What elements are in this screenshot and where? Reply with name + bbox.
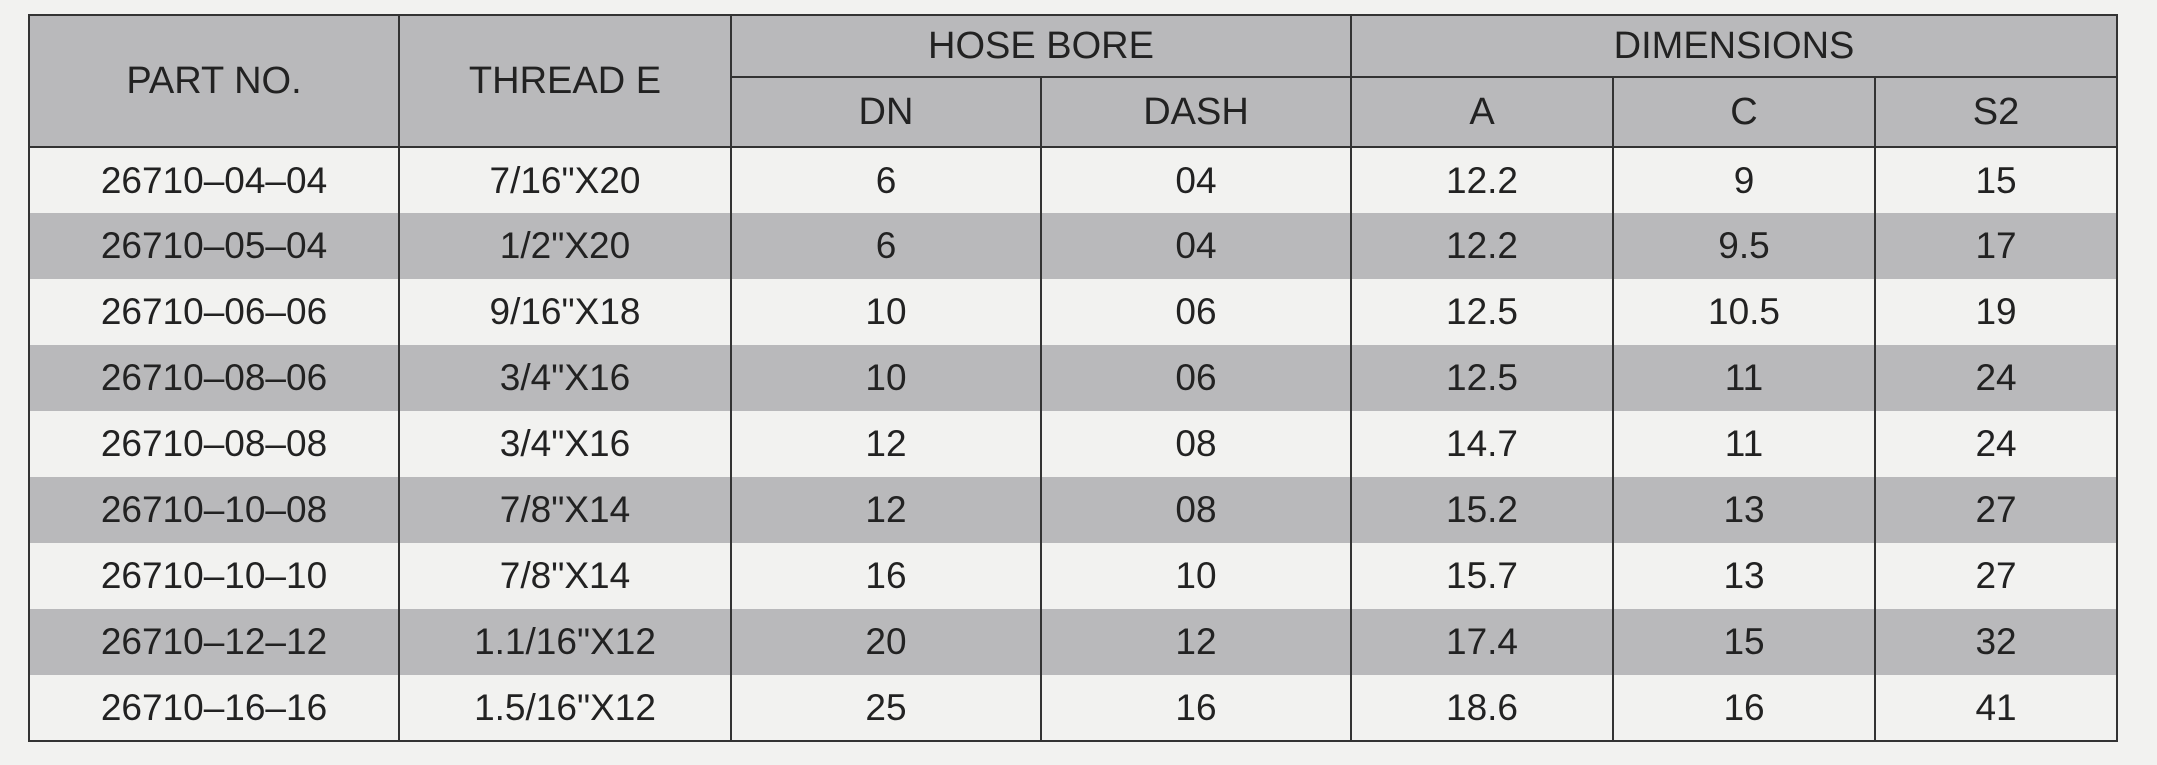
cell-dash: 04 (1041, 213, 1351, 279)
cell-s2: 19 (1875, 279, 2117, 345)
cell-part-no: 26710–05–04 (29, 213, 399, 279)
cell-s2: 27 (1875, 543, 2117, 609)
table-row (29, 213, 2117, 279)
cell-thread-e: 3/4"X16 (399, 345, 731, 411)
cell-dash: 16 (1041, 675, 1351, 741)
cell-s2: 27 (1875, 477, 2117, 543)
cell-thread-e: 1/2"X20 (399, 213, 731, 279)
cell-c: 13 (1613, 543, 1875, 609)
cell-dn: 25 (731, 675, 1041, 741)
cell-part-no: 26710–04–04 (29, 147, 399, 213)
header-a: A (1351, 77, 1613, 147)
cell-thread-e: 7/16"X20 (399, 147, 731, 213)
header-dn: DN (731, 77, 1041, 147)
cell-dash: 10 (1041, 543, 1351, 609)
cell-a: 15.2 (1351, 477, 1613, 543)
cell-c: 9.5 (1613, 213, 1875, 279)
header-hose-bore: HOSE BORE (731, 15, 1351, 77)
cell-thread-e: 1.1/16"X12 (399, 609, 731, 675)
cell-dn: 6 (731, 147, 1041, 213)
cell-a: 18.6 (1351, 675, 1613, 741)
fitting-spec-table (28, 14, 2118, 742)
cell-part-no: 26710–08–08 (29, 411, 399, 477)
cell-a: 12.2 (1351, 147, 1613, 213)
cell-dn: 20 (731, 609, 1041, 675)
header-dash: DASH (1041, 77, 1351, 147)
cell-c: 11 (1613, 345, 1875, 411)
cell-dn: 10 (731, 345, 1041, 411)
cell-dn: 6 (731, 213, 1041, 279)
cell-a: 15.7 (1351, 543, 1613, 609)
cell-dn: 16 (731, 543, 1041, 609)
table-row (29, 543, 2117, 609)
cell-thread-e: 9/16"X18 (399, 279, 731, 345)
table-row (29, 675, 2117, 741)
cell-dash: 08 (1041, 477, 1351, 543)
cell-s2: 15 (1875, 147, 2117, 213)
cell-a: 12.5 (1351, 345, 1613, 411)
cell-part-no: 26710–10–10 (29, 543, 399, 609)
cell-dash: 12 (1041, 609, 1351, 675)
cell-part-no: 26710–10–08 (29, 477, 399, 543)
cell-dash: 08 (1041, 411, 1351, 477)
cell-a: 12.2 (1351, 213, 1613, 279)
table-row (29, 279, 2117, 345)
cell-c: 10.5 (1613, 279, 1875, 345)
table-row (29, 477, 2117, 543)
cell-thread-e: 7/8"X14 (399, 477, 731, 543)
cell-thread-e: 7/8"X14 (399, 543, 731, 609)
cell-s2: 41 (1875, 675, 2117, 741)
header-thread-e: THREAD E (399, 15, 731, 147)
cell-dash: 06 (1041, 345, 1351, 411)
table-row (29, 411, 2117, 477)
table-row (29, 345, 2117, 411)
header-row-1 (29, 15, 2117, 77)
cell-a: 12.5 (1351, 279, 1613, 345)
cell-part-no: 26710–06–06 (29, 279, 399, 345)
header-s2: S2 (1875, 77, 2117, 147)
cell-c: 15 (1613, 609, 1875, 675)
cell-part-no: 26710–12–12 (29, 609, 399, 675)
cell-a: 14.7 (1351, 411, 1613, 477)
table-row (29, 609, 2117, 675)
cell-dash: 04 (1041, 147, 1351, 213)
cell-c: 11 (1613, 411, 1875, 477)
cell-part-no: 26710–16–16 (29, 675, 399, 741)
cell-dash: 06 (1041, 279, 1351, 345)
cell-thread-e: 1.5/16"X12 (399, 675, 731, 741)
table-row (29, 147, 2117, 213)
cell-dn: 12 (731, 411, 1041, 477)
cell-dn: 10 (731, 279, 1041, 345)
cell-s2: 17 (1875, 213, 2117, 279)
cell-dn: 12 (731, 477, 1041, 543)
cell-a: 17.4 (1351, 609, 1613, 675)
header-part-no: PART NO. (29, 15, 399, 147)
header-c: C (1613, 77, 1875, 147)
cell-c: 9 (1613, 147, 1875, 213)
cell-c: 16 (1613, 675, 1875, 741)
cell-part-no: 26710–08–06 (29, 345, 399, 411)
cell-c: 13 (1613, 477, 1875, 543)
cell-thread-e: 3/4"X16 (399, 411, 731, 477)
cell-s2: 24 (1875, 345, 2117, 411)
cell-s2: 24 (1875, 411, 2117, 477)
cell-s2: 32 (1875, 609, 2117, 675)
header-dimensions: DIMENSIONS (1351, 15, 2117, 77)
